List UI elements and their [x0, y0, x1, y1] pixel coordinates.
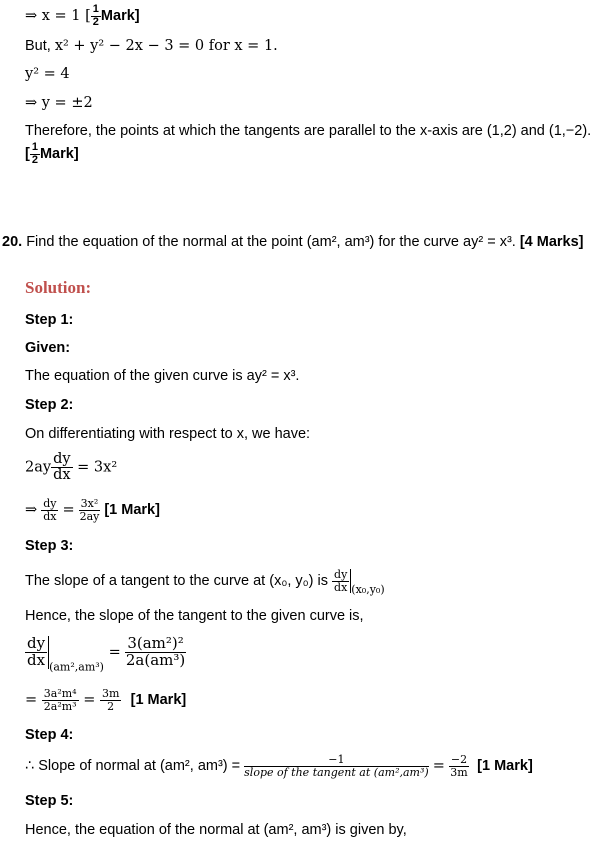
line-but: But, x² + y² − 2x − 3 = 0 for x = 1.	[25, 38, 278, 54]
mark-label: Mark]	[100, 7, 140, 24]
question-number: 20.	[2, 234, 23, 250]
step4-label: Step 4:	[25, 727, 74, 743]
step3-label: Step 3:	[25, 538, 74, 554]
step2-label: Step 2:	[25, 397, 74, 413]
solution-heading: Solution:	[25, 278, 92, 297]
line-y-pm2: ⇒ y = ±2	[25, 95, 93, 111]
diff-text: On differentiating with respect to x, we have:	[25, 426, 311, 442]
given-text: The equation of the given curve is ay² = x³.	[25, 368, 300, 384]
normal-slope-line: ∴ Slope of normal at (am², am³) = $\frac{-1}{\text{slope of the tangent at (am²,am³)}}$ = $\frac{-2}{3m}$ [1 Mark]	[25, 753, 533, 779]
half-fraction: $\frac{1}{2}$	[31, 141, 38, 166]
eq4: = $\frac{\text{3a²m⁴}}{\text{2a²m³}}$ = $\frac{3m}{2}$ [1 Mark]	[25, 687, 187, 713]
step5-label: Step 5:	[25, 793, 74, 809]
line-y-squared: y² = 4	[25, 66, 70, 82]
math-x-equals: ⇒ x = 1 [	[25, 7, 91, 24]
eq2: ⇒ $\frac{dy}{dx}$ = $\frac{\text{3x²}}{2ay}$ [1 Mark]	[25, 497, 160, 523]
question-text: Find the equation of the normal at the point (am², am³) for the curve ay² = x³.	[26, 234, 516, 250]
eq1: 2ay $\frac{dy}{dx}$ = 3x²	[25, 451, 118, 484]
mark-label: [1 Mark]	[130, 692, 187, 709]
question-20	[2, 232, 584, 252]
line-therefore: Therefore, the points at which the tangents are parallel to the x-axis are (1,2) and (1,−2).	[25, 123, 591, 139]
eq3: $\frac{dy}{dx}$ $_{(am^2,am^3)}$ = $\frac{\text{3(am²)²}}{\text{2a(am³)}}$	[27, 634, 186, 674]
dy-dx-fraction: $\frac{dy}{dx}$	[53, 451, 71, 484]
line-half-mark: [ $\frac{1}{2}$ Mark]	[25, 141, 79, 166]
mark-label: [1 Mark]	[477, 757, 533, 774]
mark-label: [1 Mark]	[104, 501, 160, 518]
question-marks: [4 Marks]	[519, 234, 584, 250]
half-fraction: $\frac{1}{2}$	[92, 3, 99, 28]
step1-label: Step 1:	[25, 312, 74, 328]
slope-line: The slope of a tangent to the curve at (x₀, y₀) is $\frac{dy}{dx}$ $_{(x_0,y_0)}$	[25, 568, 385, 596]
line-x-equals-1	[25, 4, 140, 28]
hence-text: Hence, the slope of the tangent to the given curve is,	[25, 608, 364, 624]
given-label: Given:	[25, 340, 71, 356]
final-text: Hence, the equation of the normal at (am², am³) is given by,	[25, 822, 407, 838]
